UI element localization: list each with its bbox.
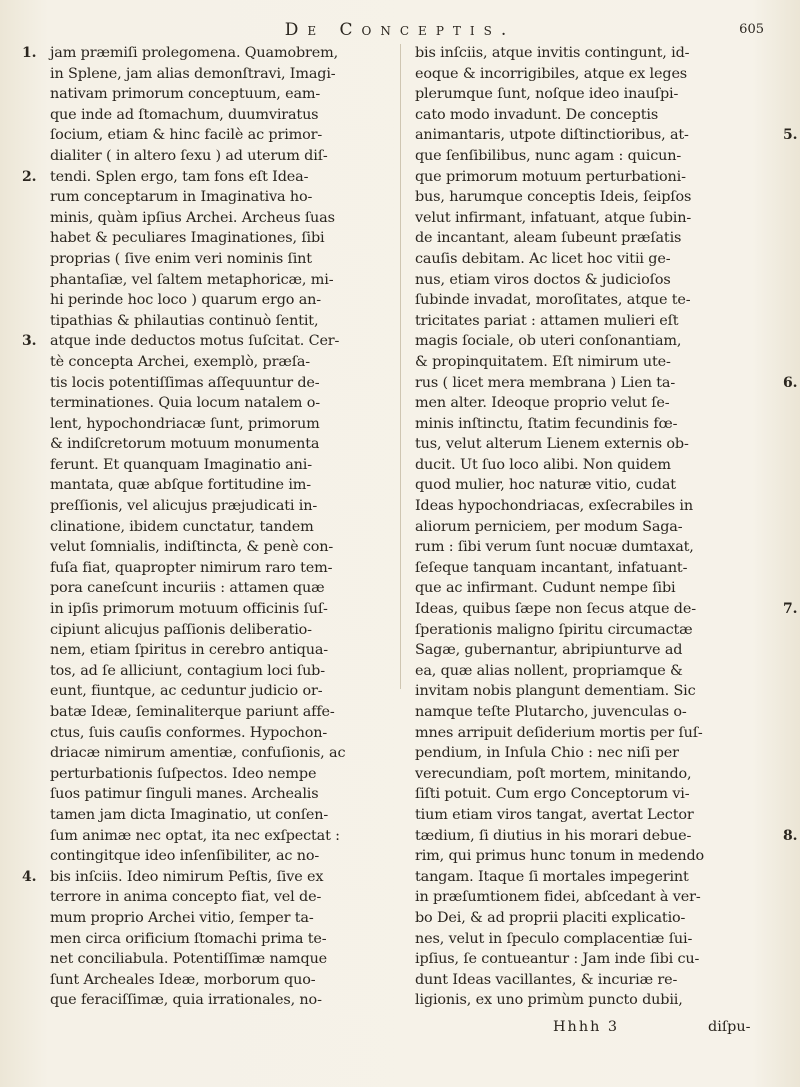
column-divider [400, 44, 401, 689]
text-line [411, 352, 773, 373]
text-line [22, 64, 392, 85]
line-text: hi perinde hoc loco ) quarum ergo an- [50, 292, 321, 309]
text-line [411, 167, 773, 188]
text-line [22, 970, 392, 991]
line-text: cauſis debitam. Ac licet hoc vitii ge- [415, 250, 671, 267]
text-line [411, 64, 773, 85]
line-text: velut infirmant, infatuant, atque ſubin- [415, 209, 692, 226]
line-text: minis inſtinctu, ſtatim fecundinis fœ- [415, 415, 678, 432]
text-line [22, 867, 392, 888]
text-line [411, 84, 773, 105]
text-line [22, 208, 392, 229]
text-line [22, 187, 392, 208]
text-line [22, 764, 392, 785]
line-text: velut ſomnialis, indiſtincta, & penè con- [50, 539, 334, 556]
paragraph-number: 1. [22, 45, 37, 61]
line-text: ſocium, etiam & hinc facilè ac primor- [50, 127, 323, 144]
text-line [411, 723, 773, 744]
paragraph-number: 2. [22, 168, 37, 185]
signature-mark: Hhhh 3 [553, 1019, 620, 1035]
line-text: ſeſeque tanquam incantant, infatuant- [415, 559, 688, 576]
text-line [411, 125, 798, 146]
text-line [411, 826, 798, 847]
line-text: tipathias & philautias continuò ſentit, [50, 312, 319, 329]
line-text: aliorum perniciem, per modum Saga- [415, 518, 683, 535]
page-number: 605 [739, 22, 764, 37]
text-line [411, 290, 773, 311]
line-text: mantata, quæ abſque fortitudine im- [50, 477, 311, 494]
line-text: habet & peculiares Imaginationes, ſibi [50, 230, 325, 247]
line-text: rus ( licet mera membrana ) Lien ta- [415, 374, 676, 391]
text-line [411, 208, 773, 229]
text-line [22, 125, 392, 146]
text-line [22, 723, 392, 744]
text-line [22, 167, 392, 188]
line-text: in ipſis primorum motuum officinis ſuſ- [50, 601, 328, 618]
text-line [411, 496, 773, 517]
text-line [411, 949, 773, 970]
text-line [411, 970, 773, 991]
text-line [22, 475, 392, 496]
line-text: tos, ad ſe alliciunt, contagium loci ſub- [50, 662, 325, 679]
text-line [22, 311, 392, 332]
line-text: eoque & incorrigibiles, atque ex leges [415, 65, 688, 82]
line-text: tus, velut alterum Lienem externis ob- [415, 436, 689, 453]
text-line [22, 887, 392, 908]
text-line [22, 290, 392, 311]
line-text: ferunt. Et quanquam Imaginatio ani- [50, 456, 312, 473]
line-text: Sagæ, gubernantur, abripiunturve ad [415, 642, 683, 659]
text-line [22, 496, 392, 517]
line-text: animantaris, utpote diſtinctioribus, at- [415, 127, 689, 144]
line-text: pora caneſcunt incuriis : attamen quæ [50, 580, 325, 597]
line-text: fuſa fiat, quapropter nimirum raro tem- [50, 559, 333, 576]
line-text: contingitque ideo inſenſibiliter, ac no- [50, 848, 320, 865]
line-text: tricitates pariat : attamen mulieri eſt [415, 312, 679, 329]
line-text: jam præmiſi prolegomena. Quamobrem, [50, 45, 339, 61]
line-text: bo Dei, & ad proprii placiti explicatio- [415, 909, 686, 926]
line-text: ſperationis maligno ſpiritu circumactæ [415, 621, 693, 638]
line-text: ducit. Ut ſuo loco alibi. Non quidem [415, 456, 671, 473]
line-text: que feraciſſimæ, quia irrationales, no- [50, 992, 322, 1009]
text-line [411, 990, 773, 1011]
line-text: ſunt Archeales Ideæ, morborum quo- [50, 971, 316, 988]
line-text: & indiſcretorum motuum monumenta [50, 436, 320, 453]
line-text: namque teſte Plutarcho, juvenculas o- [415, 704, 687, 720]
line-text: eunt, fiuntque, ac ceduntur judicio or- [50, 683, 323, 700]
text-line [22, 249, 392, 270]
running-title: De Conceptis. [284, 20, 516, 40]
text-line [411, 187, 773, 208]
text-line [411, 331, 773, 352]
text-line [411, 270, 773, 291]
text-line [411, 846, 773, 867]
text-line [411, 702, 773, 723]
line-text: minis, quàm ipſius Archei. Archeus ſuas [50, 209, 335, 226]
text-line [411, 578, 773, 599]
line-text: tis locis potentiſſimas aſſequuntur de- [50, 374, 320, 391]
line-text: ſubinde invadat, moroſitates, atque te- [415, 292, 691, 309]
line-text: tangam. Itaque ſi mortales impegerint [415, 868, 689, 885]
paragraph-number: 3. [22, 333, 37, 350]
line-text: Ideas, quibus ſæpe non ſecus atque de- [415, 601, 696, 618]
line-text: ſuos patimur ſinguli manes. Archealis [50, 786, 319, 803]
text-line [22, 702, 392, 723]
line-text: Ideas hypochondriacas, exſecrabiles in [415, 498, 693, 515]
line-text: & propinquitatem. Eſt nimirum ute- [415, 353, 671, 370]
text-line [22, 105, 392, 126]
text-line [22, 661, 392, 682]
text-line [22, 537, 392, 558]
text-line [22, 949, 392, 970]
text-line [411, 620, 773, 641]
text-line [22, 558, 392, 579]
line-text: proprias ( ſive enim veri nominis ſint [50, 250, 312, 267]
text-line [411, 743, 773, 764]
line-text: tædium, ſi diutius in his morari debue- [415, 827, 692, 844]
left-column [22, 43, 392, 1011]
line-text: invitam nobis plangunt dementiam. Sic [415, 683, 696, 700]
line-text: tium etiam viros tangat, avertat Lector [415, 806, 694, 823]
line-text: clinatione, ibidem cunctatur, tandem [50, 518, 314, 535]
page-header [0, 20, 800, 44]
text-line [22, 599, 392, 620]
text-line [22, 743, 392, 764]
text-line [411, 867, 773, 888]
text-line [22, 578, 392, 599]
text-line [411, 393, 773, 414]
line-text: verecundiam, poſt mortem, minitando, [415, 765, 692, 782]
text-line [22, 990, 392, 1011]
text-line [22, 455, 392, 476]
line-text: phantaſiæ, vel ſaltem metaphoricæ, mi- [50, 271, 334, 288]
text-line [411, 908, 773, 929]
line-text: driacæ nimirum amentiæ, confuſionis, ac [50, 745, 346, 762]
text-line [22, 846, 392, 867]
line-text: que ac infirmant. Cudunt nempe ſibi [415, 580, 676, 597]
line-text: plerumque ſunt, noſque ideo inauſpi- [415, 86, 679, 103]
line-text: mnes arripuit deſiderium mortis per ſuſ- [415, 724, 703, 741]
text-line [411, 681, 773, 702]
line-text: net conciliabula. Potentiſſimæ namque [50, 951, 328, 968]
text-line [22, 43, 392, 64]
text-line [411, 373, 798, 394]
text-line [22, 84, 392, 105]
line-text: men alter. Ideoque proprio velut ſe- [415, 395, 670, 412]
text-line [411, 146, 773, 167]
text-line [22, 434, 392, 455]
text-line [411, 784, 773, 805]
text-line [22, 352, 392, 373]
line-text: ſum animæ nec optat, ita nec exſpectat : [50, 827, 340, 844]
text-line [22, 805, 392, 826]
text-line [22, 517, 392, 538]
text-line [22, 228, 392, 249]
line-text: rim, qui primus hunc tonum in medendo [415, 848, 705, 865]
text-line [411, 43, 773, 64]
text-line [411, 599, 798, 620]
text-line [411, 414, 773, 435]
line-text: nus, etiam viros doctos & judicioſos [415, 271, 671, 288]
text-line [411, 249, 773, 270]
line-text: rum conceptarum in Imaginativa ho- [50, 189, 313, 206]
line-text: de incantant, aleam ſubeunt præſatis [415, 230, 682, 247]
line-text: terminationes. Quia locum natalem o- [50, 395, 320, 412]
text-line [411, 475, 773, 496]
line-text: que primorum motuum perturbationi- [415, 168, 686, 185]
line-text: tamen jam dicta Imaginatio, ut conſen- [50, 806, 329, 823]
text-line [22, 908, 392, 929]
text-line [411, 764, 773, 785]
line-text: dunt Ideas vacillantes, & incuriæ re- [415, 971, 678, 988]
line-text: ctus, ſuis cauſis conformes. Hypochon- [50, 724, 328, 741]
text-line [411, 311, 773, 332]
paragraph-number: 8. [783, 827, 798, 844]
line-text: nes, velut in ſpeculo complacentiæ ſui- [415, 930, 693, 947]
line-text: ea, quæ alias nollent, propriamque & [415, 662, 683, 679]
text-line [411, 105, 773, 126]
catchword: diſpu- [708, 1019, 751, 1035]
line-text: tè concepta Archei, exemplò, præſa- [50, 353, 311, 370]
line-text: atque inde deductos motus ſuſcitat. Cer- [50, 333, 340, 350]
text-line [22, 331, 392, 352]
paragraph-number: 6. [783, 374, 798, 391]
line-text: cipiunt alicujus paſſionis deliberatio- [50, 621, 312, 638]
paragraph-number: 5. [783, 127, 798, 144]
line-text: in Splene, jam alias demonſtravi, Imagi- [50, 65, 336, 82]
text-line [22, 784, 392, 805]
line-text: magis ſociale, ob uteri conſonantiam, [415, 333, 682, 350]
line-text: bus, harumque conceptis Ideis, ſeipſos [415, 189, 692, 206]
text-line [411, 455, 773, 476]
paragraph-number: 4. [22, 868, 37, 885]
text-line [22, 929, 392, 950]
text-line [411, 434, 773, 455]
line-text: terrore in anima concepto fiat, vel de- [50, 889, 322, 906]
line-text: men circa orificium ſtomachi prima te- [50, 930, 327, 947]
line-text: nem, etiam ſpiritus in cerebro antiqua- [50, 642, 328, 659]
text-line [22, 681, 392, 702]
line-text: mum proprio Archei vitio, ſemper ta- [50, 909, 314, 926]
line-text: que ſenſibilibus, nunc agam : quicun- [415, 147, 682, 164]
text-line [411, 805, 773, 826]
line-text: preſſionis, vel alicujus præjudicati in- [50, 498, 318, 515]
text-line [22, 146, 392, 167]
line-text: tendi. Splen ergo, tam fons eſt Idea- [50, 168, 309, 185]
line-text: in præſumtionem fidei, abſcedant à ver- [415, 889, 701, 906]
text-line [22, 640, 392, 661]
line-text: ſiſti potuit. Cum ergo Conceptorum vi- [415, 786, 690, 803]
line-text: perturbationis ſuſpectos. Ideo nempe [50, 765, 317, 782]
text-line [22, 620, 392, 641]
text-line [411, 929, 773, 950]
text-line [411, 558, 773, 579]
line-text: bis inſciis, atque invitis contingunt, id- [415, 45, 690, 61]
text-line [22, 826, 392, 847]
line-text: dialiter ( in altero ſexu ) ad uterum diſ- [50, 147, 328, 164]
text-line [22, 270, 392, 291]
text-line [411, 228, 773, 249]
line-text: lent, hypochondriacæ ſunt, primorum [50, 415, 320, 432]
line-text: ligionis, ex uno primùm puncto dubii, [415, 992, 683, 1009]
text-line [411, 537, 773, 558]
line-text: batæ Ideæ, ſeminaliterque pariunt affe- [50, 704, 335, 720]
line-text: cato modo invadunt. De conceptis [415, 106, 659, 123]
text-line [411, 517, 773, 538]
line-text: que inde ad ſtomachum, duumviratus [50, 106, 319, 123]
text-line [22, 414, 392, 435]
line-text: rum : ſibi verum ſunt nocuæ dumtaxat, [415, 539, 694, 556]
right-column [411, 43, 798, 1011]
text-line [22, 373, 392, 394]
text-line [411, 640, 773, 661]
line-text: ipſius, ſe contueantur : Jam inde ſibi cu- [415, 951, 700, 968]
text-line [22, 393, 392, 414]
text-line [411, 661, 773, 682]
paragraph-number: 7. [783, 601, 798, 618]
text-line [411, 887, 773, 908]
line-text: quod mulier, hoc naturæ vitio, cudat [415, 477, 676, 494]
line-text: nativam primorum conceptuum, eam- [50, 86, 321, 103]
line-text: pendium, in Inſula Chio : nec niſi per [415, 745, 679, 762]
line-text: bis inſciis. Ideo nimirum Peſtis, ſive ex [50, 868, 324, 885]
